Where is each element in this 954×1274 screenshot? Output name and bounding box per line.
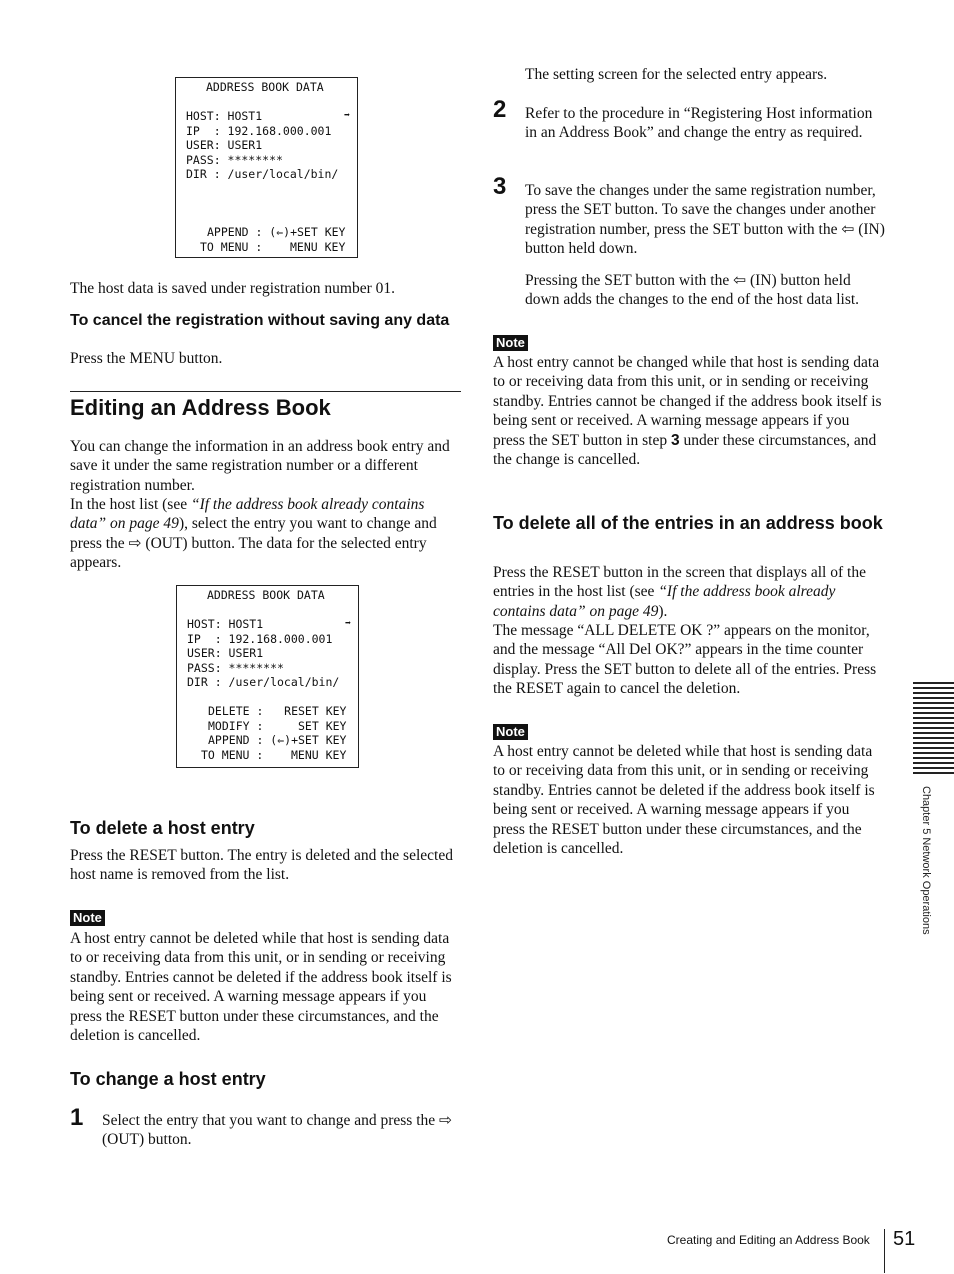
tab-stripe <box>913 757 954 759</box>
tab-stripe <box>913 707 954 709</box>
note-label: Note <box>493 724 528 740</box>
address-book-screen-1 <box>175 77 358 258</box>
screen-host: HOST: HOST1 <box>187 617 264 631</box>
step-1-text: Select the entry that you want to change and press the ⇨ (OUT) button. <box>102 1112 453 1149</box>
tab-stripe <box>913 752 954 754</box>
tab-stripe <box>913 747 954 749</box>
saved-text: The host data is saved under registration number 01. <box>70 280 395 297</box>
intro-paragraph-2 <box>70 495 462 573</box>
delete-text: Press the RESET button. The entry is deleted and the selected host name is removed from the list. <box>70 847 453 884</box>
note-text-end: under these circumstances, and the change is cancelled. <box>493 431 877 469</box>
tab-stripe <box>913 737 954 739</box>
delete-all-end: ). <box>658 602 668 620</box>
chapter-label: Chapter 5 Network Operations <box>920 786 932 935</box>
step-1-number: 1 <box>70 1104 84 1131</box>
right-arrow-icon: ➡ <box>345 618 352 629</box>
tab-stripe <box>913 772 954 774</box>
screen-dir: DIR : /user/local/bin/ <box>186 167 339 181</box>
note-text <box>493 353 885 469</box>
tab-stripe <box>913 762 954 764</box>
tab-stripe <box>913 742 954 744</box>
screen-dir: DIR : /user/local/bin/ <box>187 675 340 689</box>
screen-tomenu: TO MENU : MENU KEY <box>200 240 346 254</box>
address-book-screen-2 <box>176 585 359 768</box>
step-3-number: 3 <box>493 173 507 200</box>
section-title: Editing an Address Book <box>70 395 331 420</box>
tab-stripe <box>913 712 954 714</box>
delete-all-reference: “If the address book already contains data” on page 49 <box>493 583 836 620</box>
tab-stripe <box>913 697 954 699</box>
page-number: 51 <box>893 1228 916 1250</box>
chapter-tab-stripes <box>913 682 954 776</box>
screen-ip: IP : 192.168.000.001 <box>187 632 333 646</box>
tab-stripe <box>913 682 954 684</box>
footer-title: Creating and Editing an Address Book <box>667 1233 870 1247</box>
delete-all-text-2: The message “ALL DELETE OK ?” appears on the monitor, and the message “All Del OK?” appears in the time counter display. Press the SET button to delete all of the entries. Press the RESET again to cancel the deletion. <box>493 622 877 698</box>
delete-heading: To delete a host entry <box>70 818 255 838</box>
footer-divider <box>884 1229 885 1273</box>
screen-user: USER: USER1 <box>186 138 263 152</box>
screen-user: USER: USER1 <box>187 646 264 660</box>
delete-all-start: Press the RESET button in the screen that displays all of the entries in the host list (see <box>493 564 866 601</box>
step-2-text: Refer to the procedure in “Registering Host information in an Address Book” and change the entry as required. <box>525 105 873 142</box>
note-text: A host entry cannot be deleted while that host is sending data to or receiving data from this unit, or in sending or receiving standby. Entries cannot be deleted if the address book itself is being sent or received. A warning message appears if you press the RESET button under these circumstances, and the deletion is cancelled. <box>493 743 875 858</box>
section-rule <box>70 391 461 392</box>
tab-stripe <box>913 702 954 704</box>
change-heading: To change a host entry <box>70 1069 266 1089</box>
right-arrow-icon: ➡ <box>344 110 351 121</box>
intro-2-start: In the host list (see <box>70 496 191 513</box>
step-3-text: To save the changes under the same registration number, press the SET button. To save the changes under another registration number, press the SET button with the ⇦ (IN) button held down. <box>525 182 885 258</box>
delete-all-heading: To delete all of the entries in an address book <box>493 513 883 533</box>
tab-stripe <box>913 732 954 734</box>
cancel-heading: To cancel the registration without saving any data <box>70 312 450 329</box>
intro-2-end: ), select the entry you want to change and press the ⇨ (OUT) button. The data for the selected entry appears. <box>70 515 437 572</box>
note-text-start: A host entry cannot be changed while that host is sending data to or receiving data from this unit, or in sending or receiving standby. Entries cannot be changed if the address book itself is being sent or received. A warning message appears if you press the SET button in step <box>493 354 882 449</box>
tab-stripe <box>913 692 954 694</box>
tab-stripe <box>913 727 954 729</box>
tab-stripe <box>913 687 954 689</box>
screen-pass: PASS: ******** <box>187 661 284 675</box>
note-label: Note <box>493 335 528 351</box>
intro-paragraph-1: You can change the information in an address book entry and save it under the same registration number or a different registration number. <box>70 438 450 494</box>
tab-stripe <box>913 722 954 724</box>
screen-append: APPEND : (⇐)+SET KEY <box>207 225 346 239</box>
screen-title: ADDRESS BOOK DATA <box>207 588 325 602</box>
intro-2-reference: “If the address book already contains data” on page 49 <box>70 496 425 533</box>
tab-stripe <box>913 767 954 769</box>
screen-append: APPEND : (⇐)+SET KEY <box>208 733 347 747</box>
note-text: A host entry cannot be deleted while that host is sending data to or receiving data from this unit, or in sending or receiving standby. Entries cannot be deleted if the address book itself is being sent or received. A warning message appears if you press the RESET button under these circumstances, and the deletion is cancelled. <box>70 930 452 1045</box>
tab-stripe <box>913 717 954 719</box>
note-label: Note <box>70 910 105 926</box>
screen-modify: MODIFY : SET KEY <box>208 719 347 733</box>
step-2-number: 2 <box>493 96 507 123</box>
screen-delete: DELETE : RESET KEY <box>208 704 347 718</box>
screen-host: HOST: HOST1 <box>186 109 263 123</box>
screen-pass: PASS: ******** <box>186 153 283 167</box>
note-step-ref: 3 <box>670 431 680 449</box>
cancel-text: Press the MENU button. <box>70 350 223 367</box>
screen-ip: IP : 192.168.000.001 <box>186 124 332 138</box>
delete-all-text-1 <box>493 563 885 621</box>
screen-tomenu: TO MENU : MENU KEY <box>201 748 347 762</box>
step-3-subtext: Pressing the SET button with the ⇦ (IN) button held down adds the changes to the end of the host data list. <box>525 272 860 309</box>
screen-title: ADDRESS BOOK DATA <box>206 80 324 94</box>
setting-text: The setting screen for the selected entry appears. <box>525 66 828 83</box>
